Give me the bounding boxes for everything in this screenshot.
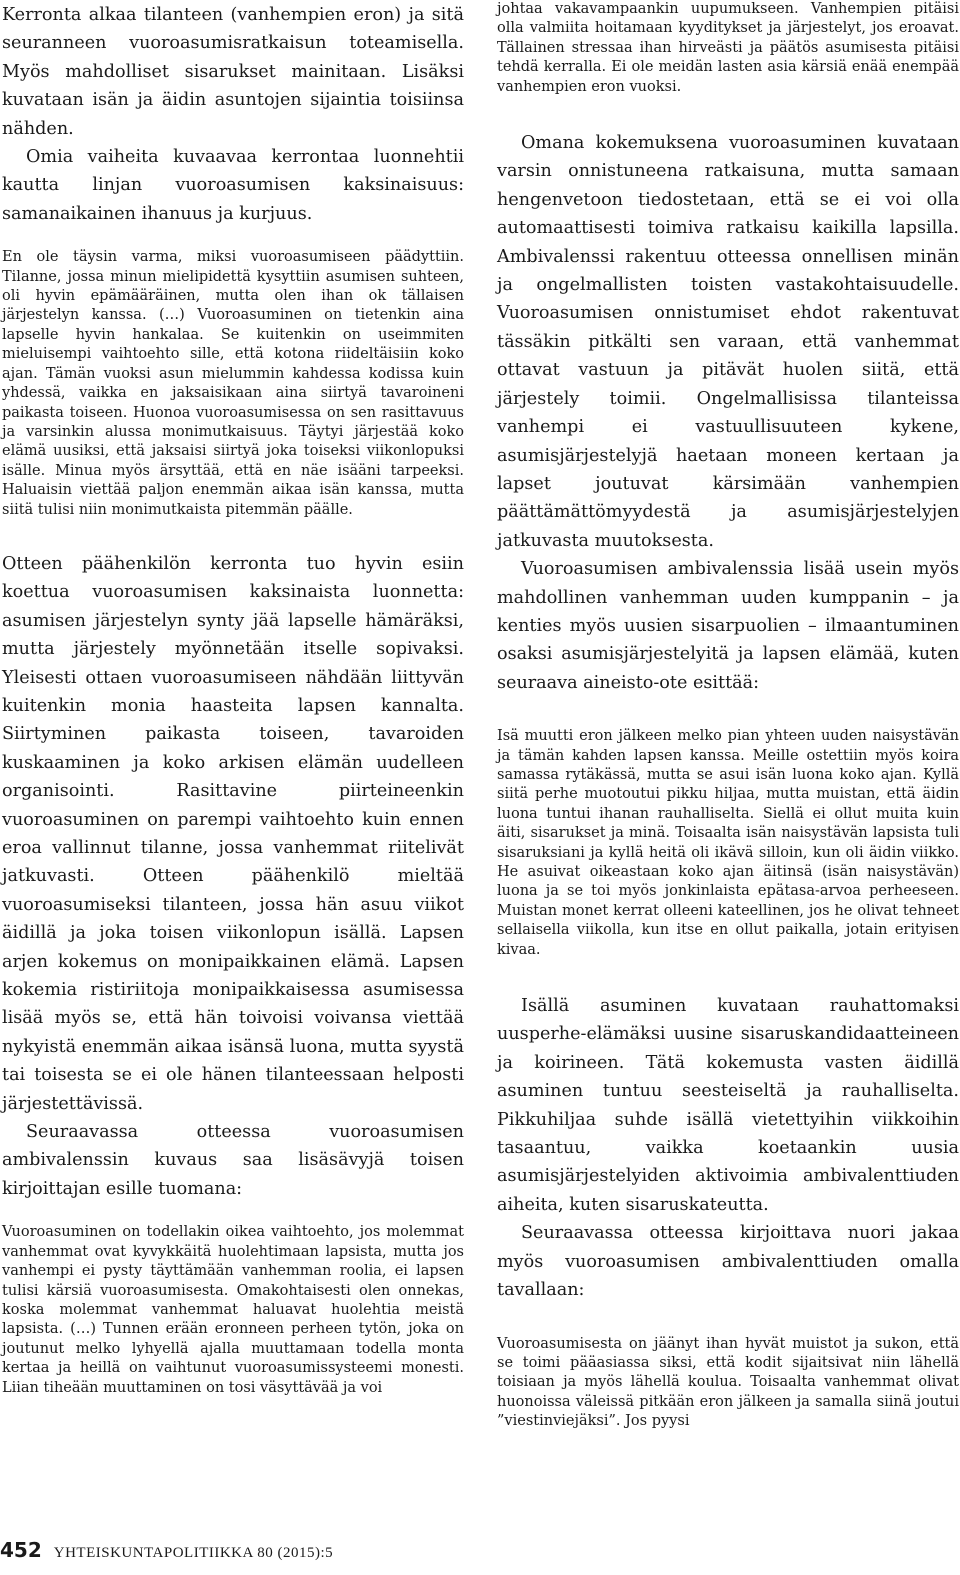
- left-column: [2, 0, 464, 1398]
- block-quote-4: Vuoroasumisesta on jäänyt ihan hyvät muistot ja sukon, että se toimi pääasiassa siksi, että kodit sijaitsivat niin lähellä toisiaan ja myös lähellä koulua. Toisaalta vanhemmat olivat huonoissa väleissä pitkään eron jälkeen ja samalla siinä joutui ”viestinviejäksi”. Jos pyysi: [497, 1335, 959, 1430]
- block-quote-3: Isä muutti eron jälkeen melko pian yhteen uuden naisystävän ja tämän kahden lapsen kanssa. Meille ostettiin myös koira samassa rytäkässä, mutta se asui isän luona koko ajan. Kyllä siitä perhe muotoutui pikku hiljaa, mutta muistan, että äidin luona tuntui ihanan rauhalliselta. Siellä ei ollut muita kuin äiti, sisarukset ja minä. Toisaalta isän naisystävän lapsista tuli sisaruksiani ja kyllä heitä oli ikävä silloin, kun oli äidin viikko. He asuivat oikeastaan koko ajan äitinsä (isän naisystävän) luona ja se toi myös jonkinlaista epätasa-arvoa perheeseen. Muistan monet kerrat olleeni kateellinen, jos he olivat tehneet sellaisella viikolla, kun itse en ollut paikalla, jotain erityisen kivaa.: [497, 728, 959, 958]
- block-quote-2: Vuoroasuminen on todellakin oikea vaihtoehto, jos molemmat vanhemmat ovat kyvykkäitä huolehtimaan lapsista, mutta jos vanhempi ei pysty täyttämään vanhemman roolia, ei lapsen tulisi kärsiä vuoroasumisesta. Omakohtaisesti olen onnekas, koska molemmat vanhemmat haluavat huolehtia meistä lapsista. (…) Tunnen erään eronneen perheen tytön, joka on joutunut melko lyhyellä ajalla muuttamaan todella monta kertaa ja heillä on vaihtunut vuoroasumissysteemi monesti. Liian tiheään muuttaminen on tosi väsyttävää ja voi: [2, 1224, 464, 1396]
- left-paragraph-3: Otteen päähenkilön kerronta tuo hyvin esiin koettua vuoroasumisen kaksinaista luonnetta: asumisen järjestelyn synty jää lapselle hämäräksi, mutta järjestely myönnetään itselle sopivaksi. Yleisesti ottaen vuoroasumiseen nähdään liittyvän kuitenkin monia haasteita lapsen kannalta. Siirtyminen paikasta toiseen, tavaroiden kuskaaminen ja koko arkisen elämän uudelleen organisointi. Rasittavine piirteineenkin vuoroasuminen on parempi vaihtoehto kuin ennen eroa vallinnut tilanne, jossa vanhemmat riitelivät jatkuvasti. Otteen päähenkilö mieltää vuoroasumiseksi tilanteen, jossa hän asuu viikot äidillä ja joka toisen viikonlopun isällä. Lapsen arjen kokemus on monipaikkainen elämä. Lapsen kokemia ristiriitoja monipaikkaisessa asumisessa lisää myös se, että hän toivoisi voivansa viettää nykyistä enemmän aikaa isänsä luona, mutta syystä tai toisesta se ei ole hänen tilanteessaan helposti järjestettävissä.: [2, 553, 464, 1114]
- right-paragraph-1: Omana kokemuksena vuoroasuminen kuvataan varsin onnistuneena ratkaisuna, mutta samaan hengenvetoon tiedostetaan, että se ei voi olla automaattisesti toimiva ratkaisu kaikilla lapsilla. Ambivalenssi rakentuu otteessa onnellisen minän ja ongelmallisten toisten vastakohtaisuudelle. Vuoroasumisen onnistumiset ehdot rakentuvat tässäkin pitkälti sen varaan, että vanhemmat ottavat vastuun ja pitävät huolen siitä, että järjestely toimii. Ongelmallisissa tilanteissa vanhempi ei vastuullisuuteen kykene, asumisjärjestelyjä haetaan moneen kertaan ja lapset joutuvat kärsimään vanhempien päättämättömyydestä ja asumisjärjestelyjen jatkuvasta muutoksesta.: [497, 133, 959, 551]
- page-number: 452: [0, 1538, 42, 1562]
- left-paragraph-2: Omia vaiheita kuvaavaa kerrontaa luonnehtii kautta linjan vuoroasumisen kaksinaisuus: samanaikainen ihanuus ja kurjuus.: [2, 147, 464, 224]
- left-paragraph-4: Seuraavassa otteessa vuoroasumisen ambivalenssin kuvaus saa lisäsävyjä toisen kirjoittajan esille tuomana:: [2, 1122, 464, 1199]
- right-paragraph-2: Vuoroasumisen ambivalenssia lisää usein myös mahdollinen vanhemman uuden kumppanin – ja kenties myös uusien sisarpuolien – ilmaantuminen osaksi asumisjärjestelyitä ja lapsen elämää, kuten seuraava aineisto-ote esittää:: [497, 559, 959, 693]
- right-paragraph-4: Seuraavassa otteessa kirjoittava nuori jakaa myös vuoroasumisen ambivalenttiuden omalla tavallaan:: [497, 1223, 959, 1301]
- right-column: [497, 0, 959, 1432]
- right-paragraph-3: Isällä asuminen kuvataan rauhattomaksi uusperhe-elämäksi uusine sisaruskandidaatteineen ja koirineen. Tätä kokemusta vasten äidillä asuminen tuntuu seesteiseltä ja rauhalliselta. Pikkuhiljaa suhde isällä vietettyihin viikkoihin tasaantuu, vaikka koetaankin uusia asumisjärjestelyiden aktivoimia ambivalenttiuden aiheita, kuten sisaruskateutta.: [497, 996, 959, 1215]
- journal-title: YHTEISKUNTAPOLITIIKKA 80 (2015):5: [53, 1545, 334, 1561]
- block-quote-2-continued: johtaa vakavampaankin uupumukseen. Vanhempien pitäisi olla valmiita hoitamaan kyyditykset ja järjestelyt, jos eroavat. Tällainen stressaa ihan hirveästi ja päätös asumisesta pitäisi tehdä kerralla. Ei ole meidän lasten asia kärsiä enää enempää vanhempien eron vuoksi.: [497, 1, 959, 95]
- block-quote-1: En ole täysin varma, miksi vuoroasumiseen päädyttiin. Tilanne, jossa minun mielipidettä kysyttiin asumisen suhteen, oli hyvin epämääräinen, mutta olen ihan ok tällaisen järjestelyn kanssa. (…) Vuoroasuminen on tietenkin aina lapselle hyvin hankalaa. Se kuitenkin on useimmiten mieluisempi vaihtoehto sille, että kotona riideltäisiin koko ajan. Tämän vuoksi asun mielummin kahdessa kodissa kuin yhdessä, vaikka en jaksaisikaan aina siirtyä tavaroineni paikasta toiseen. Huonoa vuoroasumisessa on sen rasittavuus ja varsinkin alussa monimutkaisuus. Täytyi järjestää koko elämä uusiksi, että jaksaisi siirtyä joka toiseksi viikonlopuksi isälle. Minua myös ärsyttää, että en näe isääni tarpeeksi. Haluaisin viettää paljon enemmän aikaa isän kanssa, mutta siitä tulisi niin monimutkaista pitemmän päälle.: [2, 249, 464, 518]
- left-paragraph-1: Kerronta alkaa tilanteen (vanhempien eron) ja sitä seuranneen vuoroasumisratkaisun toteamisella. Myös mahdolliset sisarukset mainitaan. Lisäksi kuvataan isän ja äidin asuntojen sijaintia toisiinsa nähden.: [2, 5, 464, 139]
- page-footer: [0, 1538, 700, 1562]
